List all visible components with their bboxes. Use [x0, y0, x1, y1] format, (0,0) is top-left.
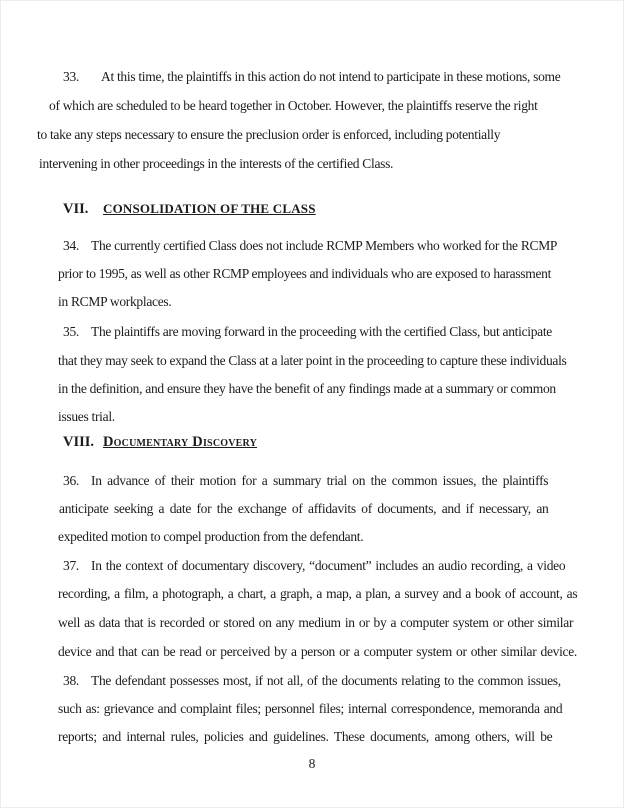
paragraph-35-line-3	[58, 381, 556, 396]
paragraph-35-line-4	[58, 409, 115, 424]
paragraph-34-text-2: prior to 1995, as well as other RCMP employees and individuals who are exposed to harassment	[58, 266, 552, 281]
section-vii-number: VII.	[63, 201, 89, 217]
paragraph-37-line-3	[58, 615, 573, 630]
paragraph-37-number: 37.	[63, 558, 79, 573]
paragraph-33-line-2	[49, 98, 538, 113]
paragraph-38-line-2	[58, 701, 562, 716]
paragraph-35-text-3: in the definition, and ensure they have the benefit of any findings made at a summary or common	[58, 381, 556, 396]
paragraph-34-line-2	[58, 266, 551, 281]
paragraph-37-text-2: recording, a film, a photograph, a chart, a graph, a map, a plan, a survey and a book of account, as	[58, 586, 578, 601]
section-heading-vii	[63, 201, 316, 217]
paragraph-36-line-2	[59, 501, 548, 516]
section-viii-title: Documentary Discovery	[103, 434, 257, 450]
paragraph-36-line-1	[63, 473, 548, 488]
paragraph-35-line-2	[58, 353, 567, 368]
paragraph-37-text-4: device and that can be read or perceived by a person or a computer system or other similar device.	[58, 644, 578, 659]
paragraph-38-text-3: reports; and internal rules, policies and guidelines. These documents, among others, will be	[58, 729, 553, 744]
paragraph-36-text-3: expedited motion to compel production from the defendant.	[58, 529, 364, 544]
paragraph-38-text-1: The defendant possesses most, if not all, of the documents relating to the common issues,	[91, 673, 561, 688]
paragraph-33-line-1	[63, 69, 560, 84]
paragraph-33-text-4: intervening in other proceedings in the interests of the certified Class.	[39, 156, 394, 171]
paragraph-33-text-2: of which are scheduled to be heard together in October. However, the plaintiffs reserve the right	[49, 98, 538, 113]
paragraph-38-line-1	[63, 673, 561, 688]
paragraph-36-number: 36.	[63, 473, 79, 488]
paragraph-35-number: 35.	[63, 324, 79, 339]
paragraph-34-line-1	[63, 238, 557, 253]
paragraph-34-number: 34.	[63, 238, 79, 253]
section-viii-number: VIII.	[63, 434, 95, 450]
paragraph-37-text-1: In the context of documentary discovery, “document” includes an audio recording, a video	[91, 558, 566, 573]
paragraph-35-text-1: The plaintiffs are moving forward in the proceeding with the certified Class, but anticipate	[91, 324, 552, 339]
paragraph-37-text-3: well as data that is recorded or stored on any medium in or by a computer system or other similar	[58, 615, 574, 630]
paragraph-37-line-2	[58, 586, 577, 601]
paragraph-36-line-3	[58, 529, 363, 544]
paragraph-33-text-1: At this time, the plaintiffs in this action do not intend to participate in these motions, some	[101, 69, 561, 84]
paragraph-35-text-4: issues trial.	[58, 409, 115, 424]
paragraph-38-number: 38.	[63, 673, 79, 688]
section-heading-viii	[63, 434, 257, 450]
paragraph-34-line-3	[58, 294, 171, 309]
paragraph-33-line-3	[37, 127, 500, 142]
section-vii-title: CONSOLIDATION OF THE CLASS	[103, 201, 316, 216]
paragraph-35-text-2: that they may seek to expand the Class at a later point in the proceeding to capture these individuals	[58, 353, 567, 368]
paragraph-37-line-1	[63, 558, 565, 573]
paragraph-37-line-4	[58, 644, 577, 659]
paragraph-38-text-2: such as: grievance and complaint files; personnel files; internal correspondence, memoranda and	[58, 701, 563, 716]
paragraph-35-line-1	[63, 324, 552, 339]
paragraph-36-text-1: In advance of their motion for a summary trial on the common issues, the plaintiffs	[91, 473, 549, 488]
paragraph-34-text-3: in RCMP workplaces.	[58, 294, 172, 309]
paragraph-33-text-3: to take any steps necessary to ensure the preclusion order is enforced, including potentially	[37, 127, 501, 142]
paragraph-33-line-4	[39, 156, 393, 171]
paragraph-34-text-1: The currently certified Class does not include RCMP Members who worked for the RCMP	[91, 238, 558, 253]
paragraph-38-line-3	[58, 729, 552, 744]
paragraph-36-text-2: anticipate seeking a date for the exchange of affidavits of documents, and if necessary, an	[59, 501, 549, 516]
paragraph-33-number: 33.	[63, 69, 79, 84]
page-number: 8	[308, 756, 316, 771]
